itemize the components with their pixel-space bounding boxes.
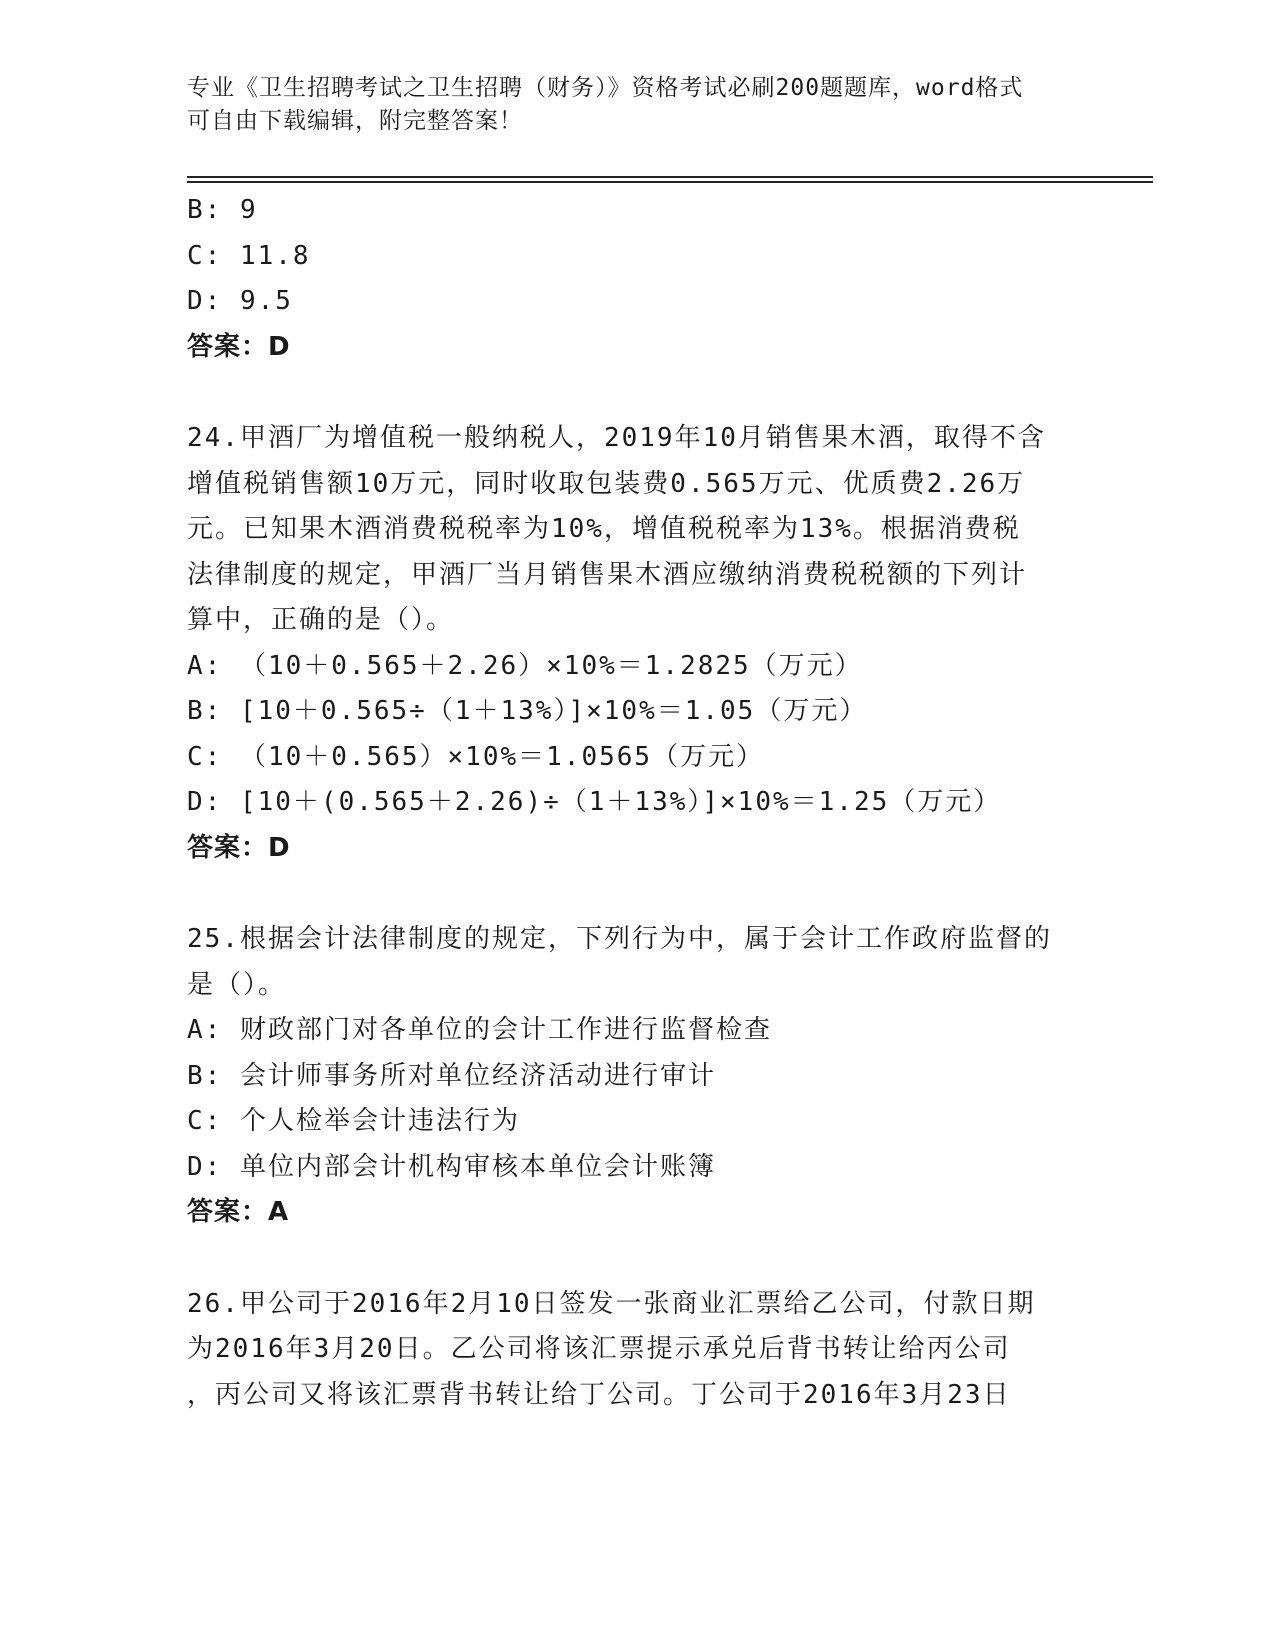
answer-line: 答案：A [187,1197,290,1227]
option-d: D: [10＋(0.565＋2.26)÷（1＋13%）]×10%＝1.25（万元） [187,787,1002,817]
question-25 [187,917,1087,1236]
question-stem-line: ，丙公司又将该汇票背书转让给丁公司。丁公司于2016年3月23日 [187,1379,1011,1410]
question-stem-line: 元。已知果木酒消费税税率为10%，增值税税率为13%。根据消费税 [187,514,1021,544]
question-23 [187,188,1087,370]
answer-line: 答案：D [187,832,291,863]
answer-line: 答案：D [187,331,291,362]
question-stem-line: 26.甲公司于2016年2月10日签发一张商业汇票给乙公司，付款日期 [187,1288,1036,1319]
option-a: A: （10＋0.565＋2.26）×10%＝1.2825（万元） [187,650,863,681]
option-d: D: 9.5 [187,286,293,316]
option-c: C: 个人检举会计违法行为 [187,1106,520,1136]
option-c: C: （10＋0.565）×10%＝1.0565（万元） [187,741,765,772]
question-stem-line: 25.根据会计法律制度的规定，下列行为中，属于会计工作政府监督的 [187,924,1052,954]
header-divider-top [187,176,1153,178]
question-24 [187,416,1087,871]
question-stem-line: 算中，正确的是（）。 [187,605,455,635]
document-header [187,72,1087,138]
question-stem-line: 增值税销售额10万元，同时收取包装费0.565万元、优质费2.26万 [187,468,1026,499]
question-26 [187,1282,1087,1419]
header-divider-bottom [187,181,1153,183]
question-stem-line: 是（）。 [187,969,287,1000]
option-b: B: [10＋0.565÷（1＋13%）]×10%＝1.05（万元） [187,696,868,726]
header-title-line-2: 可自由下载编辑，附完整答案！ [187,108,523,134]
option-c: C: 11.8 [187,240,311,271]
option-a: A: 财政部门对各单位的会计工作进行监督检查 [187,1015,772,1045]
question-stem-line: 法律制度的规定，甲酒厂当月销售果木酒应缴纳消费税税额的下列计 [187,559,1028,590]
option-d: D: 单位内部会计机构审核本单位会计账簿 [187,1151,716,1182]
question-stem-line: 为2016年3月20日。乙公司将该汇票提示承兑后背书转让给丙公司 [187,1334,1011,1364]
option-b: B: 会计师事务所对单位经济活动进行审计 [187,1060,716,1091]
option-b: B: 9 [187,195,258,225]
header-title-line-1: 专业《卫生招聘考试之卫生招聘（财务）》资格考试必刷200题题库，word格式 [187,75,1024,101]
question-stem-line: 24.甲酒厂为增值税一般纳税人，2019年10月销售果木酒，取得不含 [187,423,1046,453]
question-list [187,188,1087,1418]
